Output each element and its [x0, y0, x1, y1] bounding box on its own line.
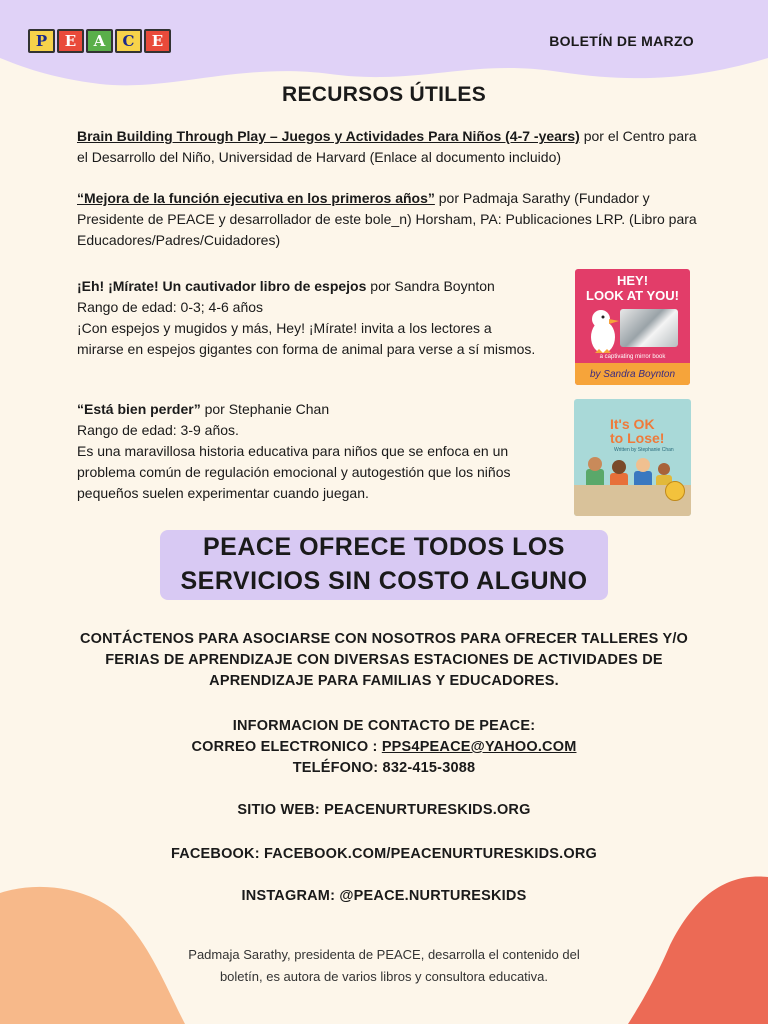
logo-block-e: E [57, 29, 84, 53]
peace-logo [28, 29, 171, 53]
book-cover-hey-look-at-you [575, 269, 690, 385]
book-entry-its-ok-to-lose [77, 399, 537, 504]
book-title: “Está bien perder” [77, 401, 201, 417]
email-link[interactable]: PPS4PEACE@YAHOO.COM [381, 739, 577, 755]
book-entry-hey-look-at-you [77, 276, 537, 360]
phone-number: TELÉFONO: 832-415-3088 [292, 760, 476, 776]
email-label: CORREO ELECTRONICO : [191, 739, 382, 755]
award-badge-icon [665, 481, 685, 501]
cover-title: HEY! LOOK AT YOU! [586, 273, 679, 303]
resource-link-brain-building[interactable]: Brain Building Through Play – Juegos y Actividades Para Niños (4-7 -years) [77, 128, 580, 144]
newsletter-label: BOLETÍN DE MARZO [549, 33, 694, 49]
website-line: SITIO WEB: PEACENURTURESKIDS.ORG [237, 802, 531, 818]
book-age-range: Rango de edad: 3-9 años. [77, 422, 239, 438]
section-title: RECURSOS ÚTILES [281, 83, 487, 106]
logo-block-e2: E [144, 29, 171, 53]
book-author: por Stephanie Chan [200, 401, 330, 417]
cover-title: It's OK to Lose! [610, 416, 665, 446]
book-age-range: Rango de edad: 0-3; 4-6 años [77, 299, 264, 315]
offer-heading: PEACE OFRECE TODOS LOS SERVICIOS SIN COSTO ALGUNO [180, 533, 588, 595]
instagram-line: INSTAGRAM: @PEACE.NURTURESKIDS [241, 888, 527, 904]
contact-info [0, 716, 768, 779]
book-cover-its-ok-to-lose [574, 399, 691, 516]
cover-subtitle: a captivating mirror book [599, 354, 666, 360]
resource-item [77, 126, 697, 168]
logo-block-a: A [86, 29, 113, 53]
book-title: ¡Eh! ¡Mírate! Un cautivador libro de espejos [77, 278, 367, 294]
book-author: por Sandra Boynton [366, 278, 495, 294]
book-description: ¡Con espejos y mugidos y más, Hey! ¡Mírate! invita a los lectores a mirarse en espejos gigantes con forma de animal para verse a sí mismos. [77, 320, 536, 357]
footer-note: Padmaja Sarathy, presidenta de PEACE, desarrolla el contenido del boletín, es autora de varios libros y consultora educativa. [188, 947, 580, 984]
logo-block-c: C [115, 29, 142, 53]
facebook-line: FACEBOOK: FACEBOOK.COM/PEACENURTURESKIDS.ORG [170, 846, 598, 862]
resource-item [77, 188, 697, 251]
resource-description: por Padmaja Sarathy (Fundador y Presidente de PEACE y desarrollador de este bole_n) Horsham, PA: Publicaciones LRP. (Libro para Educadores/Padres/Cuidadores) [77, 190, 697, 248]
duck-illustration-icon [585, 307, 621, 357]
cover-byline: by Sandra Boynton [575, 363, 690, 385]
resource-description: por el Centro para el Desarrollo del Niño, Universidad de Harvard (Enlace al documento incluido) [77, 128, 697, 165]
cover-byline: Written by Stephanie Chan [614, 447, 674, 453]
logo-block-p: P [28, 29, 55, 53]
book-description: Es una maravillosa historia educativa para niños que se enfoca en un problema común de regulación emocional y autogestión que los niños pequeños suelen experimentar cuando juegan. [77, 443, 511, 501]
contact-heading: INFORMACION DE CONTACTO DE PEACE: [232, 718, 536, 734]
resource-link-executive-function[interactable]: “Mejora de la función ejecutiva en los primeros años” [77, 190, 435, 206]
contact-call-to-action: CONTÁCTENOS PARA ASOCIARSE CON NOSOTROS PARA OFRECER TALLERES Y/O FERIAS DE APRENDIZAJE CON DIVERSAS ESTACIONES DE ACTIVIDADES DE APRENDIZAJE PARA FAMILIAS Y EDUCADORES. [79, 631, 689, 689]
mirror-graphic [620, 309, 678, 347]
